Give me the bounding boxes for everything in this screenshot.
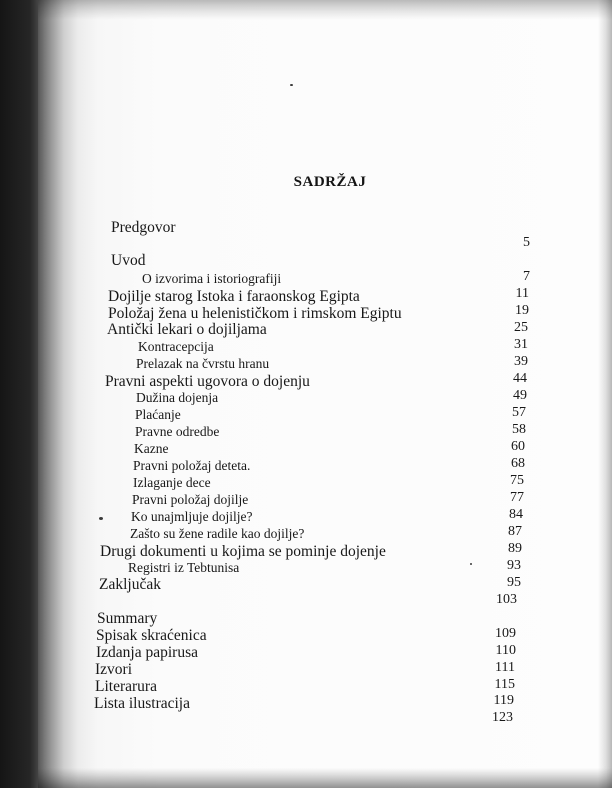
toc-entry-label: Izdanja papirusa bbox=[96, 644, 198, 661]
toc-entry-label: Izlaganje dece bbox=[133, 475, 211, 490]
toc-entry-label: Zašto su žene radile kao dojilje? bbox=[130, 526, 305, 541]
toc-entry-page: 75 bbox=[510, 473, 524, 488]
toc-entry-label: Položaj žena u helenističkom i rimskom Egiptu bbox=[108, 305, 402, 322]
toc-entry-label: Ko unajmljuje dojilje? bbox=[131, 509, 253, 524]
toc-entry-page: 103 bbox=[496, 592, 517, 607]
bottom-shadow bbox=[38, 768, 612, 788]
toc-entry-page: 110 bbox=[495, 643, 516, 658]
toc-entry-label: Prelazak na čvrstu hranu bbox=[136, 356, 270, 371]
toc-entry-page: 87 bbox=[508, 524, 522, 539]
toc-entry-page: 5 bbox=[523, 235, 530, 250]
toc-entry-label: Kazne bbox=[134, 441, 169, 456]
toc-entry-label: Antički lekari o dojiljama bbox=[107, 321, 267, 338]
toc-entry-page: 39 bbox=[514, 354, 528, 369]
toc-entry-page: 25 bbox=[514, 320, 528, 335]
toc-entry-label: O izvorima i istoriografiji bbox=[142, 271, 282, 286]
toc-entry-label: Lista ilustracija bbox=[94, 695, 190, 712]
toc-entry-page: 89 bbox=[508, 541, 522, 556]
toc-entry-page: 111 bbox=[495, 660, 515, 675]
scanner-edge bbox=[0, 0, 40, 788]
toc-entry-page: 49 bbox=[513, 388, 527, 403]
toc-entry-label: Pravni položaj deteta. bbox=[133, 458, 251, 473]
toc-entry-page: 11 bbox=[515, 286, 529, 301]
toc-entry-label: Dojilje starog Istoka i faraonskog Egipta bbox=[108, 288, 360, 305]
toc-entry-page: 19 bbox=[515, 303, 529, 318]
toc-entry-label: Summary bbox=[97, 610, 158, 627]
toc-entry-page: 115 bbox=[494, 677, 515, 692]
toc-entry-page: 109 bbox=[495, 626, 516, 641]
toc-entry-label: Izvori bbox=[95, 661, 133, 678]
toc-entry-label: Pravne odredbe bbox=[135, 424, 220, 439]
toc-entry-page: 93 bbox=[507, 558, 521, 573]
toc-entry-page: 95 bbox=[507, 575, 521, 590]
top-shadow bbox=[38, 0, 612, 20]
toc-entry-label: Pravni položaj dojilje bbox=[132, 492, 249, 507]
toc-entry-label: Zaključak bbox=[99, 576, 161, 593]
toc-entry-page: 77 bbox=[510, 490, 524, 505]
toc-entry-label: Kontracepcija bbox=[138, 339, 214, 354]
toc-entry-page: 58 bbox=[512, 422, 526, 437]
toc-entry-label: Dužina dojenja bbox=[136, 390, 219, 405]
toc-entry-label: Registri iz Tebtunisa bbox=[128, 560, 240, 575]
toc-entry-page: 119 bbox=[493, 693, 514, 708]
toc-entry-label: Predgovor bbox=[111, 219, 176, 236]
dust-speck bbox=[470, 563, 472, 565]
dust-speck bbox=[290, 84, 293, 86]
toc-entry-page: 68 bbox=[511, 456, 525, 471]
toc-entry-label: Literarura bbox=[95, 678, 157, 695]
toc-entry-page: 84 bbox=[509, 507, 523, 522]
page-title: SADRŽAJ bbox=[293, 174, 367, 190]
toc-entry-label: Drugi dokumenti u kojima se pominje dojenje bbox=[100, 543, 386, 560]
toc-entry-page: 123 bbox=[492, 710, 513, 725]
toc-entry-page: 57 bbox=[512, 405, 526, 420]
dust-speck bbox=[99, 517, 103, 520]
toc-entry-label: Pravni aspekti ugovora o dojenju bbox=[105, 373, 310, 390]
toc-entry-page: 7 bbox=[523, 269, 530, 284]
toc-entry-page: 44 bbox=[513, 371, 527, 386]
toc-entry-page: 31 bbox=[514, 337, 528, 352]
right-page-edge bbox=[598, 0, 612, 788]
toc-entry-label: Uvod bbox=[111, 252, 146, 269]
toc-entry-label: Spisak skraćenica bbox=[96, 627, 207, 644]
toc-entry-page: 60 bbox=[511, 439, 525, 454]
toc-entry-label: Plaćanje bbox=[135, 407, 181, 422]
